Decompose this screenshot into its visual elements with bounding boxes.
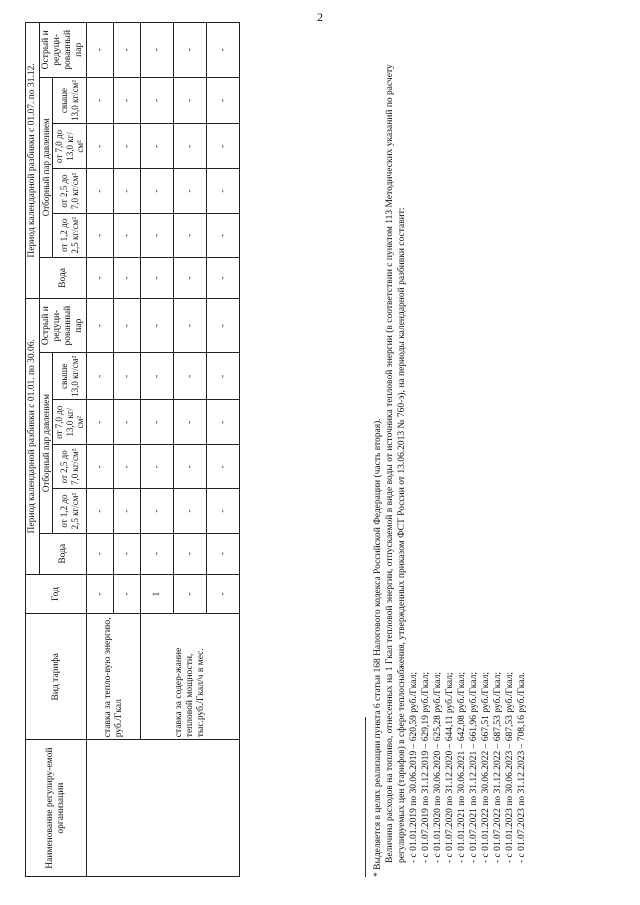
table-cell: -: [174, 353, 207, 400]
table-cell: -: [141, 23, 174, 78]
list-item: - с 01.07.2020 по 31.12.2020 – 644,11 руб./Гкал;: [445, 672, 455, 863]
table-cell: -: [141, 298, 174, 353]
table-cell: -: [174, 169, 207, 213]
footnotes: [365, 22, 528, 877]
table-cell: -: [207, 533, 240, 574]
year-cell: 1: [141, 574, 174, 614]
table-cell: -: [87, 445, 114, 489]
tariff-kind-heat: ставка за тепло-вую энергию, руб./Гкал: [87, 614, 141, 740]
table-cell: -: [87, 213, 114, 257]
header-pressure-1-2: от 2,5 до 7,0 кг/см²: [53, 445, 87, 489]
list-item: - с 01.01.2022 по 30.06.2022 – 667,51 руб./Гкал;: [481, 672, 491, 863]
table-cell: -: [207, 353, 240, 400]
table-cell: -: [87, 400, 114, 445]
table-cell: -: [174, 445, 207, 489]
year-cell: -: [114, 574, 141, 614]
table-cell: -: [207, 298, 240, 353]
table-cell: -: [114, 213, 141, 257]
table-cell: -: [174, 298, 207, 353]
table-cell: -: [207, 400, 240, 445]
table-cell: -: [141, 124, 174, 169]
table-cell: -: [174, 124, 207, 169]
table-cell: -: [87, 298, 114, 353]
table-cell: -: [141, 400, 174, 445]
table-cell: -: [174, 23, 207, 78]
header-year: Год: [26, 574, 87, 614]
table-cell: -: [141, 257, 174, 298]
table-cell: -: [174, 533, 207, 574]
table-cell: -: [207, 77, 240, 124]
table-cell: -: [114, 169, 141, 213]
table-cell: -: [141, 445, 174, 489]
table-cell: -: [207, 445, 240, 489]
table-cell: -: [87, 169, 114, 213]
list-item: - с 01.07.2021 по 31.12.2021 – 661,96 руб./Гкал;: [469, 672, 479, 863]
header-selected-steam-2: Отборный пар давлением: [39, 77, 52, 257]
table-cell: -: [87, 23, 114, 78]
fuel-cost-paragraph: Величина расходов на топливо, отнесенных на 1 Гкал тепловой энергии, отпускаемой в виде воды от источника тепловой энергии (в соответствии с пунктом 113 Методических указаний по расчету регулируемых цен (тарифов) в сфере теплоснабжения, утвержденных приказом ФСТ России от 13.06.2013 № 760-э), на периоды календарной разбивки составит:: [385, 64, 407, 863]
table-cell: -: [207, 213, 240, 257]
table-cell: -: [114, 77, 141, 124]
header-pressure-1-3: от 7,0 до 13,0 кг/см²: [53, 400, 87, 445]
table-cell: -: [141, 533, 174, 574]
header-pressure-2-4: свыше 13,0 кг/см²: [53, 77, 87, 124]
table-cell: -: [87, 77, 114, 124]
table-cell: -: [207, 257, 240, 298]
header-tariff-kind: Вид тарифа: [26, 614, 87, 740]
header-pressure-2-2: от 2,5 до 7,0 кг/см²: [53, 169, 87, 213]
table-cell: -: [87, 124, 114, 169]
table-cell: -: [141, 169, 174, 213]
organization-cell: [87, 740, 240, 877]
table-cell: -: [114, 23, 141, 78]
table-cell: -: [114, 400, 141, 445]
table-cell: -: [114, 489, 141, 533]
header-period-2: Период календарной разбивки с 01.07. по 31.12.: [26, 23, 40, 299]
table-cell: -: [141, 489, 174, 533]
header-water-1: Вода: [39, 533, 86, 574]
header-pressure-1-4: свыше 13,0 кг/см²: [53, 353, 87, 400]
tariff-kind-capacity: ставка за содер-жание тепловой мощности, тыс.руб./Гкал/ч в мес.: [141, 614, 240, 740]
list-item: - с 01.01.2019 по 30.06.2019 – 620,59 руб./Гкал;: [409, 672, 419, 863]
table-cell: -: [207, 169, 240, 213]
list-item: - с 01.01.2021 по 30.06.2021 – 642,08 руб./Гкал;: [457, 672, 467, 863]
header-pressure-2-3: от 7,0 до 13,0 кг/см²: [53, 124, 87, 169]
list-item: - с 01.07.2022 по 31.12.2022 – 687,53 руб./Гкал;: [493, 672, 503, 863]
table-cell: -: [87, 533, 114, 574]
header-pressure-2-1: от 1,2 до 2,5 кг/см²: [53, 213, 87, 257]
header-period-1: Период календарной разбивки с 01.01. по 30.06.: [26, 298, 40, 574]
table-cell: -: [174, 213, 207, 257]
list-item: - с 01.01.2023 по 30.06.2023 – 687,53 руб./Гкал;: [505, 672, 515, 863]
table-cell: -: [174, 489, 207, 533]
table-cell: -: [87, 489, 114, 533]
table-cell: -: [141, 77, 174, 124]
year-cell: -: [174, 574, 207, 614]
table-cell: -: [207, 124, 240, 169]
table-cell: -: [114, 257, 141, 298]
header-pressure-1-1: от 1,2 до 2,5 кг/см²: [53, 489, 87, 533]
year-cell: -: [87, 574, 114, 614]
page-number: 2: [317, 10, 323, 24]
footnote-vat: * Выделяется в целях реализации пункта 6 статьи 168 Налогового кодекса Российской Федерации (часть вторая).: [373, 418, 383, 877]
table-cell: -: [174, 77, 207, 124]
table-cell: -: [114, 353, 141, 400]
table-cell: -: [141, 213, 174, 257]
table-cell: -: [114, 533, 141, 574]
list-item: - с 01.07.2023 по 31.12.2023 – 708,16 руб./Гкал.: [517, 672, 527, 863]
list-item: - с 01.01.2020 по 30.06.2020 – 625,28 руб./Гкал;: [433, 672, 443, 863]
table-cell: -: [174, 257, 207, 298]
header-sharp-steam-2: Острый и редуци-рованный пар: [39, 23, 86, 78]
table-cell: -: [207, 489, 240, 533]
tariff-table: [25, 22, 240, 877]
header-organization: Наименование регулиру-емой организации: [26, 740, 87, 877]
footnote-divider: [365, 717, 366, 877]
table-cell: -: [174, 400, 207, 445]
header-sharp-steam-1: Острый и редуци-рованный пар: [39, 298, 86, 353]
table-cell: -: [114, 445, 141, 489]
table-cell: -: [114, 124, 141, 169]
header-water-2: Вода: [39, 257, 86, 298]
table-cell: -: [141, 353, 174, 400]
table-cell: -: [87, 257, 114, 298]
table-cell: -: [207, 23, 240, 78]
table-cell: -: [87, 353, 114, 400]
rotated-page-content: [10, 15, 630, 895]
year-cell: -: [207, 574, 240, 614]
header-selected-steam-1: Отборный пар давлением: [39, 353, 52, 533]
list-item: - с 01.07.2019 по 31.12.2019 – 629,19 руб./Гкал;: [421, 672, 431, 863]
table-cell: -: [114, 298, 141, 353]
